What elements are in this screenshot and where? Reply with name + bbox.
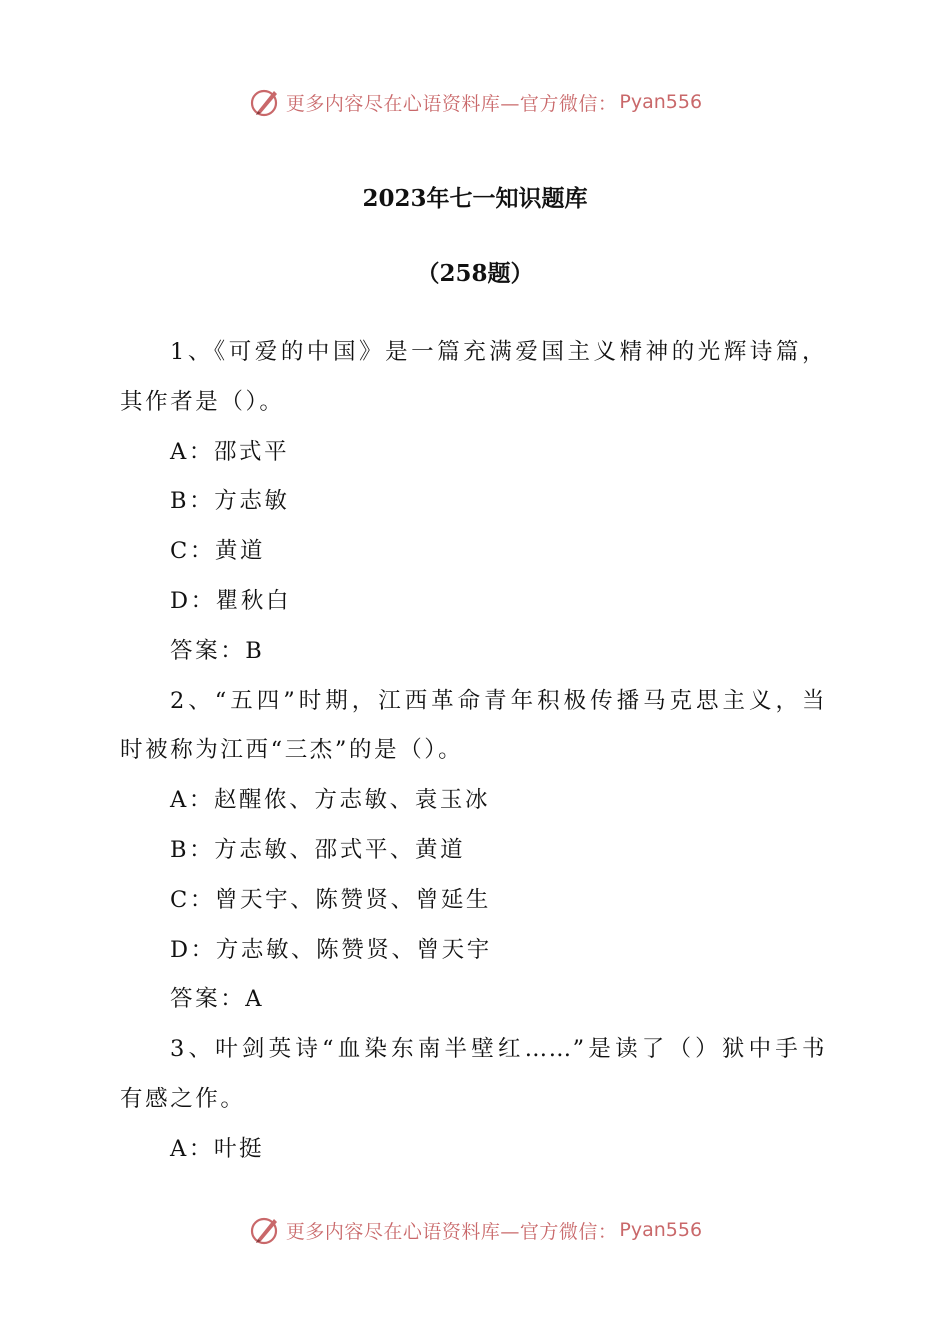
question-1-line-1: 1、《可爱的中国》是一篇充满爱国主义精神的光辉诗篇， <box>170 339 826 365</box>
document-title: 2023年七一知识题库 <box>362 185 588 212</box>
question-1-line-2: 其作者是（）。 <box>120 388 285 415</box>
document-subtitle: （258题） <box>416 260 534 287</box>
watermark-wechat-id: Pyan556 <box>619 91 703 113</box>
question-3-option-a: A：叶挺 <box>170 1135 265 1162</box>
watermark-text: 更多内容尽在心语资料库—官方微信： <box>285 92 618 115</box>
watermark-banner-bottom <box>0 1210 950 1250</box>
question-list <box>120 328 826 1175</box>
question-1-option-a: A：邵式平 <box>170 438 290 465</box>
pen-circle-logo-icon <box>248 85 282 119</box>
question-2-option-b: B：方志敏、邵式平、黄道 <box>170 836 466 863</box>
question-1-option-d: D：瞿秋白 <box>170 587 292 614</box>
question-1-option-c: C：黄道 <box>170 538 266 565</box>
question-2-line-2: 时被称为江西“三杰”的是（）。 <box>120 737 464 764</box>
question-2-option-c: C：曾天宇、陈赞贤、曾延生 <box>170 886 492 913</box>
question-2-answer: 答案：A <box>170 986 265 1013</box>
question-2-option-a: A：赵醒侬、方志敏、袁玉冰 <box>170 787 491 814</box>
question-2-option-d: D：方志敏、陈赞贤、曾天宇 <box>170 936 492 963</box>
watermark-text: 更多内容尽在心语资料库—官方微信： <box>285 1220 618 1243</box>
question-3-line-2: 有感之作。 <box>120 1085 246 1112</box>
question-2-line-1: 2、“五四”时期，江西革命青年积极传播马克思主义，当 <box>170 687 826 714</box>
question-3-line-1: 3、叶剑英诗“血染东南半壁红……”是读了（）狱中手书 <box>170 1036 826 1063</box>
question-1-answer: 答案：B <box>170 637 265 664</box>
pen-circle-logo-icon <box>248 1213 282 1247</box>
watermark-wechat-id: Pyan556 <box>619 1219 703 1241</box>
question-1-option-b: B：方志敏 <box>170 488 290 515</box>
watermark-banner-top <box>0 82 950 122</box>
